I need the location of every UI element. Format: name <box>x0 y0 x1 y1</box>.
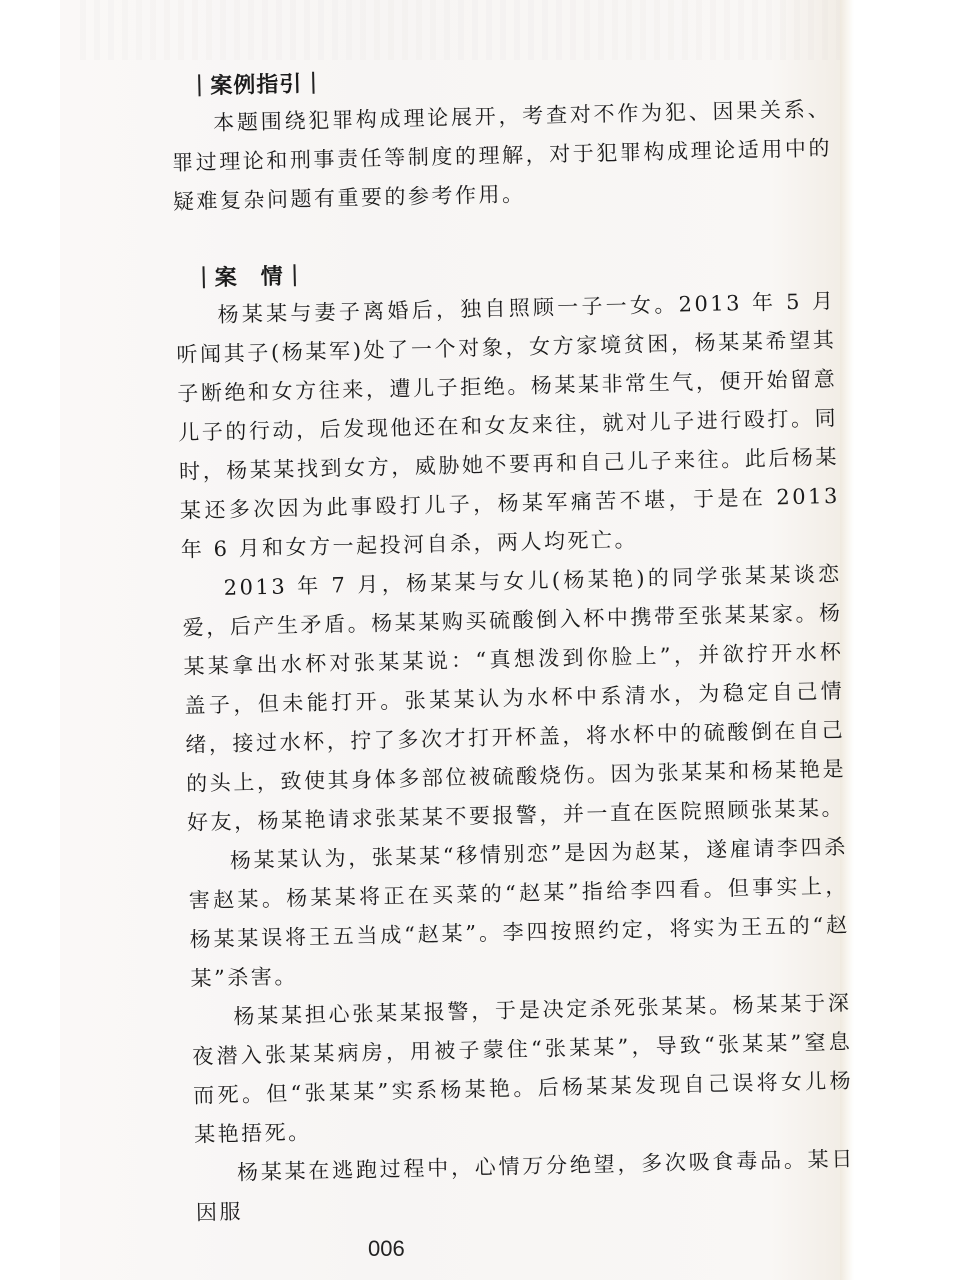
page-number: 006 <box>368 1236 405 1261</box>
heading-bar-right <box>293 264 295 286</box>
heading-bar-left <box>202 266 204 288</box>
bleed-through-text <box>80 0 840 60</box>
paragraph: 2013 年 7 月，杨某某与女儿(杨某艳)的同学张某某谈恋爱，后产生矛盾。杨某某购买硫酸倒入杯中携带至张某某家。杨某某拿出水杯对张某某说：“真想泼到你脸上”，并欲拧开水杯盖子，但未能打开。张某某认为水杯中系清水，为稳定自己情绪，接过水杯，拧了多次才打开杯盖，将水杯中的硫酸倒在自己的头上，致使其身体多部位被硫酸烧伤。因为张某某和杨某艳是好友，杨某艳请求张某某不要报警，并一直在医院照顾张某某。 <box>182 561 847 835</box>
heading-text: 案例指引 <box>210 72 303 100</box>
heading-bar-left <box>198 74 200 96</box>
paragraph: 杨某某与妻子离婚后，独自照顾一子一女。2013 年 5 月听闻其子(杨某军)处了一个对象，女方家境贫困，杨某某希望其子断绝和女方往来，遭儿子拒绝。杨某某非常生气，便开始留意儿子的行动，后发现他还在和女友来往，就对儿子进行殴打。同时，杨某某找到女方，威胁她不要再和自己儿子来往。此后杨某某还多次因为此事殴打儿子，杨某军痛苦不堪，于是在 2013 年 6 月和女方一起投河自杀，两人均死亡。 <box>176 288 841 562</box>
page-content <box>170 55 857 1273</box>
paragraph: 本题围绕犯罪构成理论展开，考查对不作为犯、因果关系、罪过理论和刑事责任等制度的理解，对于犯罪构成理论适用中的疑难复杂问题有重要的参考作用。 <box>171 97 833 214</box>
paragraph: 杨某某认为，张某某“移情别恋”是因为赵某，遂雇请李四杀害赵某。杨某某将正在买菜的“赵某”指给李四看。但事实上，杨某某误将王五当成“赵某”。李四按照约定，将实为王五的“赵某”杀害。 <box>188 834 850 991</box>
heading-text: 案 情 <box>214 264 285 292</box>
section-case-facts <box>174 247 856 1233</box>
paragraph: 杨某某在逃跑过程中，心情万分绝望，多次吸食毒品。某日因服 <box>195 1146 856 1225</box>
heading-bar-right <box>312 71 314 93</box>
section-case-guide <box>170 55 833 222</box>
paragraph: 杨某某担心张某某报警，于是决定杀死张某某。杨某某于深夜潜入张某某病房，用被子蒙住“张某某”，导致“张某某”窒息而死。但“张某某”实系杨某艳。后杨某某发现自己误将女儿杨某艳捂死。 <box>192 990 854 1147</box>
